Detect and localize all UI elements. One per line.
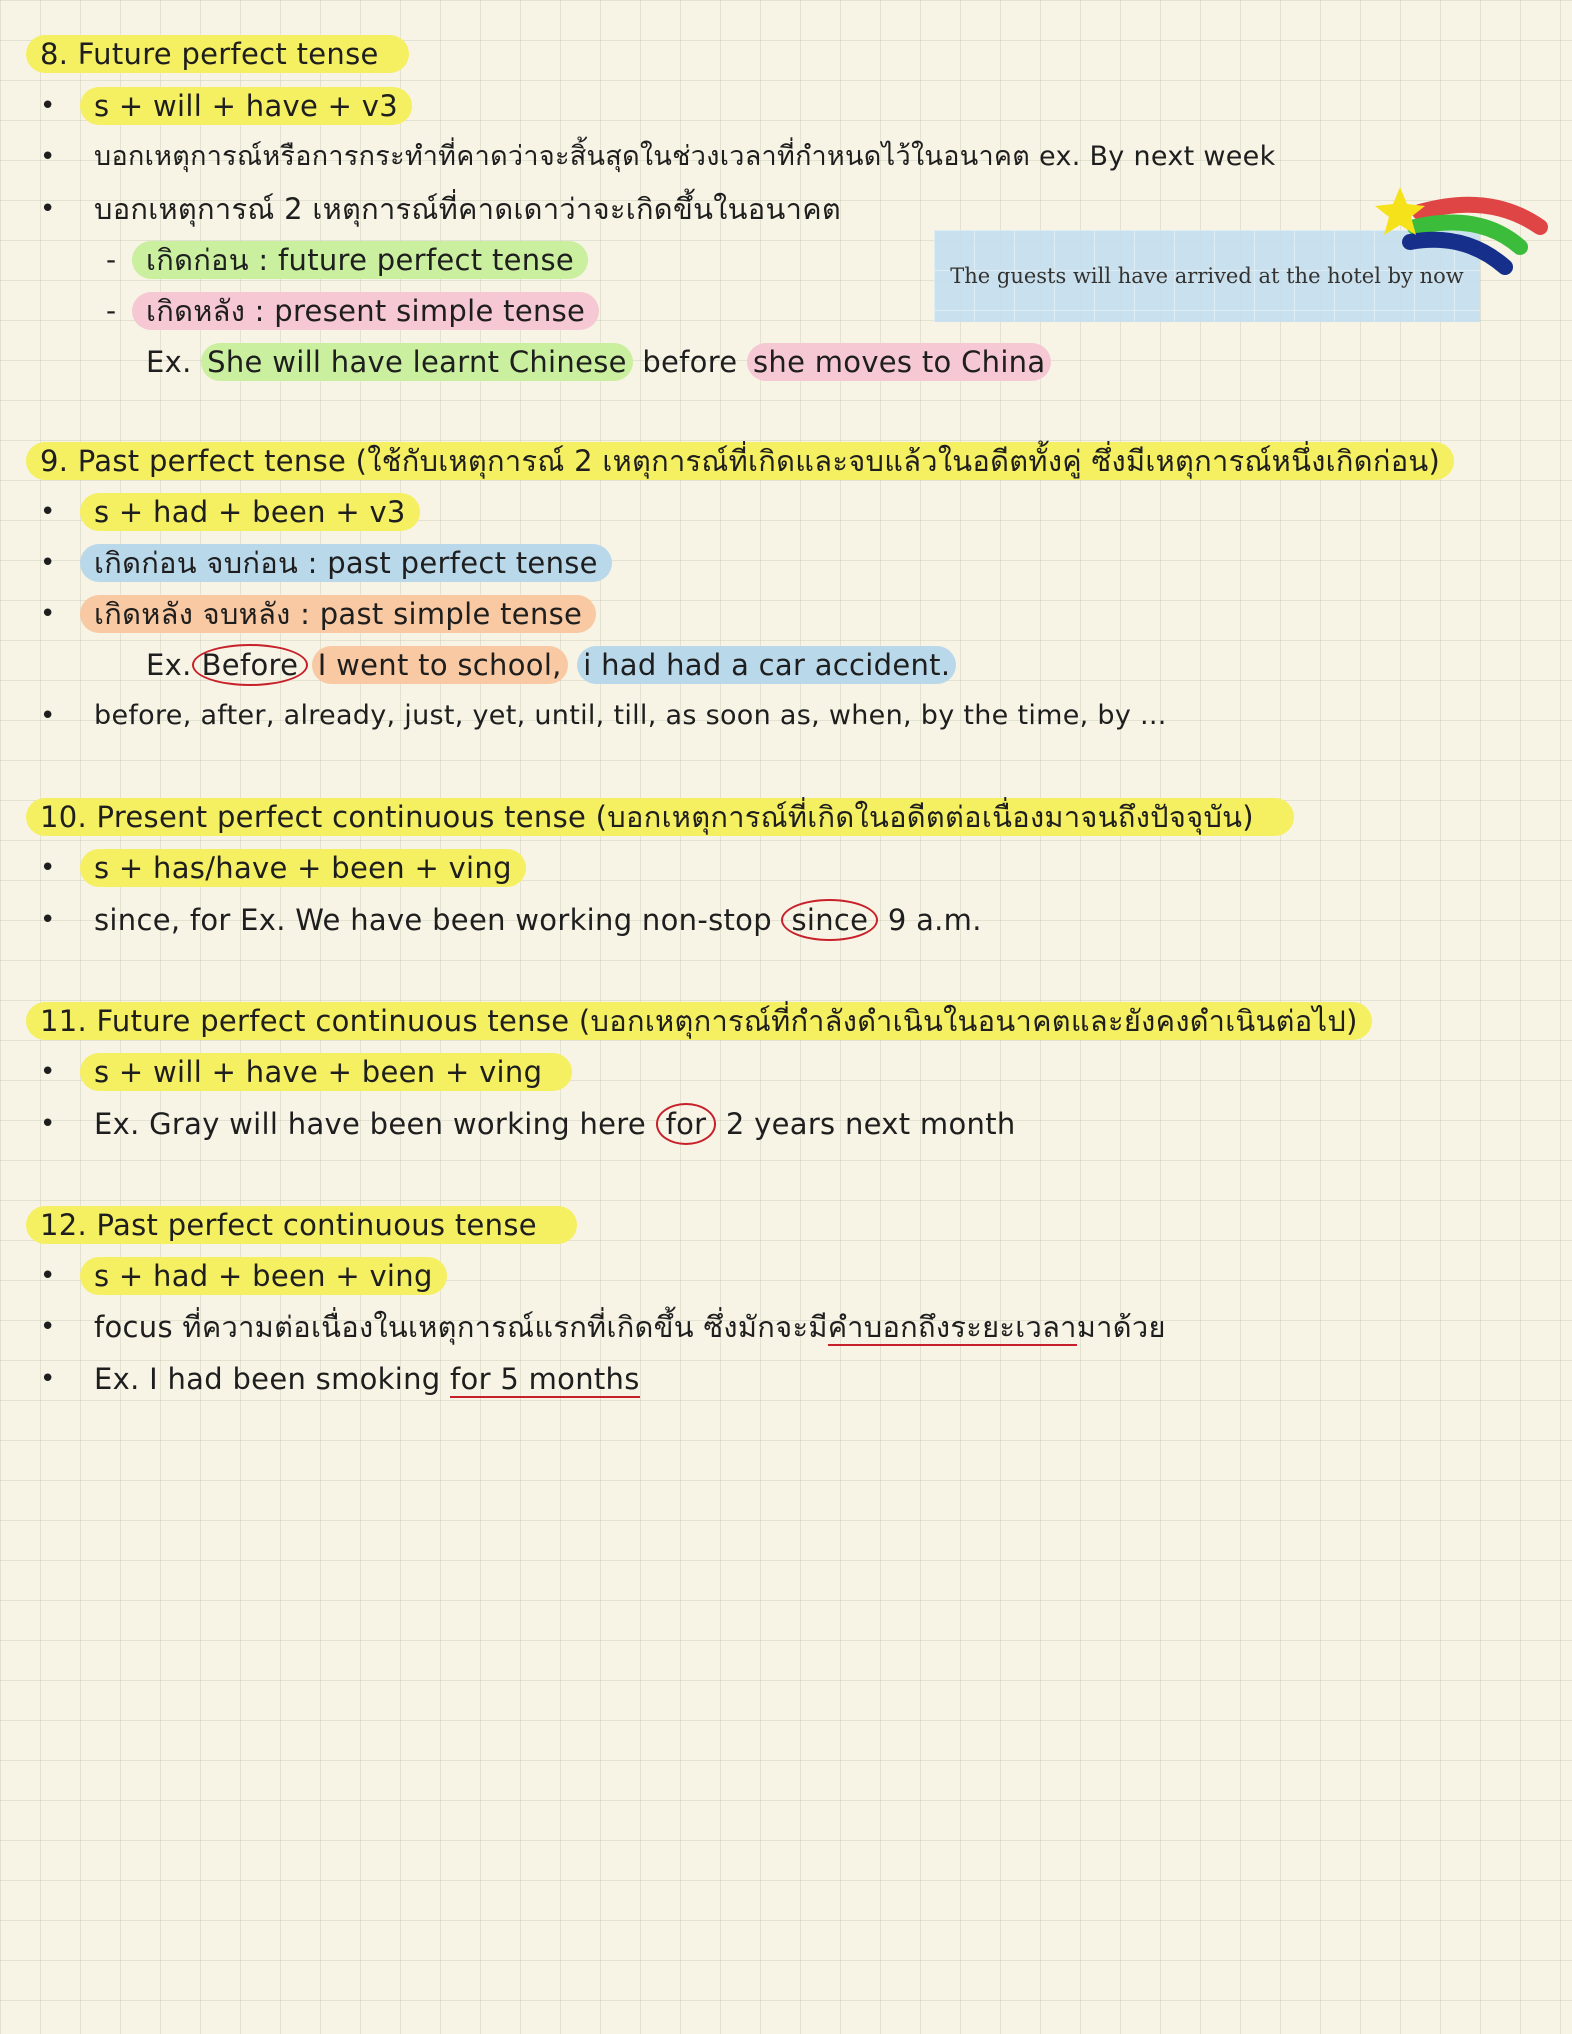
section-title-text: 11. Future perfect continuous tense (บอกเหตุการณ์ที่กำลังดำเนินในอนาคตและยังคงดำเนินต่อไป) [26, 1002, 1372, 1040]
sub-item-text: เกิดก่อน : future perfect tense [132, 241, 588, 279]
bullet-icon: • [40, 853, 56, 883]
bullet-icon: • [40, 194, 56, 224]
formula-text: s + had + been + ving [80, 1257, 447, 1295]
dash-icon: - [106, 294, 117, 327]
bullet-icon: • [40, 1109, 56, 1139]
section-11-formula [94, 1052, 572, 1092]
example-part-b: i had had a car accident. [577, 646, 956, 684]
bullet-icon: • [40, 142, 56, 172]
bullet-icon: • [40, 91, 56, 121]
example-text: Ex. I had been smoking [94, 1362, 441, 1396]
dash-icon: - [106, 243, 117, 276]
section-8-example [146, 342, 1051, 382]
bullet-text: เกิดก่อน จบก่อน : past perfect tense [80, 544, 612, 582]
section-9-example [146, 645, 956, 685]
bullet-icon: • [40, 905, 56, 935]
section-11-example [94, 1104, 1016, 1144]
section-10-example [94, 900, 982, 940]
formula-text: s + will + have + been + ving [80, 1053, 572, 1091]
section-9-bullet-2 [94, 594, 596, 634]
section-9-bullet-1 [94, 543, 612, 583]
formula-text: s + has/have + been + ving [80, 849, 526, 887]
sticky-note-text: The guests will have arrived at the hotel by now [950, 264, 1464, 288]
section-10-title [40, 797, 1294, 837]
bullet-icon: • [40, 1261, 56, 1291]
example-text: 2 years next month [725, 1107, 1016, 1141]
section-title-text: 9. Past perfect tense (ใช้กับเหตุการณ์ 2 เหตุการณ์ที่เกิดและจบแล้วในอดีตทั้งคู่ ซึ่งมีเหตุการณ์หนึ่งเกิดก่อน) [26, 442, 1454, 480]
section-8-title [40, 34, 409, 74]
underlined-text: คำบอกถึงระยะเวลา [827, 1310, 1077, 1344]
section-12-bullet-1 [94, 1307, 1166, 1347]
circled-word: for [656, 1103, 717, 1145]
bullet-icon: • [40, 701, 56, 731]
example-connector: before [642, 345, 738, 379]
section-8-bullet-1: บอกเหตุการณ์หรือการกระทำที่คาดว่าจะสิ้นสุดในช่วงเวลาที่กำหนดไว้ในอนาคต ex. By next week [94, 141, 1276, 172]
example-part-a: I went to school, [312, 646, 568, 684]
section-8-bullet-2: บอกเหตุการณ์ 2 เหตุการณ์ที่คาดเดาว่าจะเกิดขึ้นในอนาคต [94, 192, 842, 226]
section-title-text: 12. Past perfect continuous tense [26, 1206, 577, 1244]
example-label: Ex. [146, 345, 192, 379]
sub-item-text: เกิดหลัง : present simple tense [132, 292, 599, 330]
circled-word: Before [192, 644, 309, 686]
section-9-title [40, 441, 1454, 481]
example-label: Ex. [146, 648, 192, 682]
example-part-a: She will have learnt Chinese [201, 343, 633, 381]
section-8-sub-1 [146, 240, 588, 280]
bullet-icon: • [40, 548, 56, 578]
circled-word: since [781, 899, 878, 941]
section-8-sub-2 [146, 291, 599, 331]
example-text: 9 a.m. [887, 903, 982, 937]
section-12-title [40, 1205, 577, 1245]
formula-text: s + will + have + v3 [80, 87, 412, 125]
section-8-formula [94, 86, 412, 126]
section-12-example [94, 1359, 640, 1399]
bullet-icon: • [40, 1364, 56, 1394]
bullet-icon: • [40, 1312, 56, 1342]
section-10-formula [94, 848, 526, 888]
section-11-title [40, 1001, 1372, 1041]
section-title-text: 10. Present perfect continuous tense (บอกเหตุการณ์ที่เกิดในอดีตต่อเนื่องมาจนถึงปัจจุบัน) [26, 798, 1294, 836]
bullet-icon: • [40, 599, 56, 629]
bullet-text: focus ที่ความต่อเนื่องในเหตุการณ์แรกที่เกิดขึ้น ซึ่งมักจะมี [94, 1310, 828, 1344]
section-9-bullet-3: before, after, already, just, yet, until, till, as soon as, when, by the time, by ... [94, 700, 1167, 731]
bullet-text: เกิดหลัง จบหลัง : past simple tense [80, 595, 596, 633]
bullet-icon: • [40, 1057, 56, 1087]
bullet-icon: • [40, 497, 56, 527]
section-title-text: 8. Future perfect tense [26, 35, 409, 73]
example-text: Ex. Gray will have been working here [94, 1107, 647, 1141]
section-9-formula [94, 492, 420, 532]
example-part-b: she moves to China [747, 343, 1051, 381]
section-12-formula [94, 1256, 447, 1296]
formula-text: s + had + been + v3 [80, 493, 420, 531]
rainbow-icon [1370, 182, 1550, 282]
bullet-text: มาด้วย [1076, 1310, 1166, 1344]
example-text: since, for Ex. We have been working non-stop [94, 903, 772, 937]
underlined-text: for 5 months [450, 1362, 640, 1396]
